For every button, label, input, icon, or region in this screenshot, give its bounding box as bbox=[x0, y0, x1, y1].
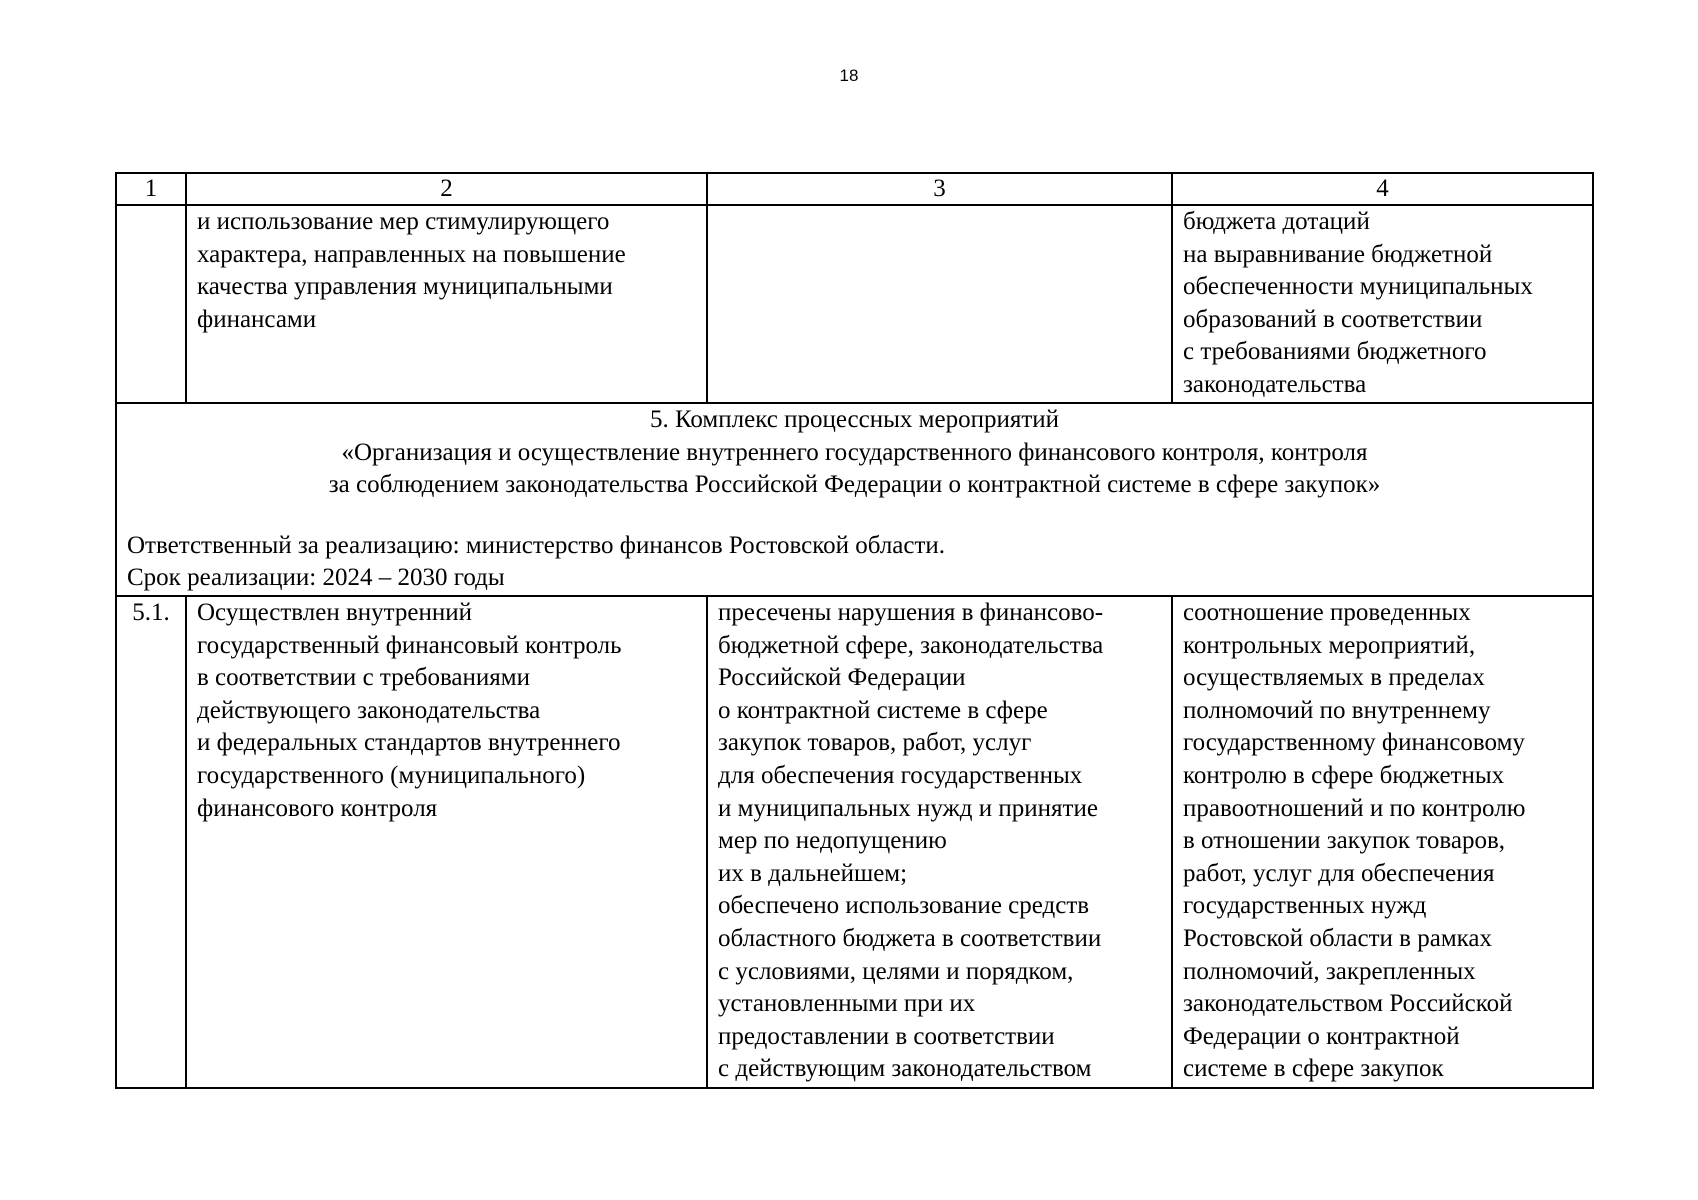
text-line: и федеральных стандартов внутреннего bbox=[197, 729, 621, 757]
continuation-number-cell bbox=[116, 205, 186, 403]
table-row-5-1 bbox=[116, 596, 1593, 1088]
text-line: Осуществлен внутренний bbox=[197, 598, 473, 626]
text-line: образований в соответствии bbox=[1183, 305, 1483, 333]
text-line: с условиями, целями и порядком, bbox=[718, 957, 1074, 985]
text-line: в соответствии с требованиями bbox=[197, 664, 530, 692]
text-line: правоотношений и по контролю bbox=[1183, 794, 1526, 822]
continuation-indicator-cell bbox=[1172, 205, 1593, 403]
text-line: законодательством Российской bbox=[1183, 990, 1513, 1018]
text-line: Ростовской области в рамках bbox=[1183, 924, 1493, 952]
section-header-row bbox=[116, 403, 1593, 596]
section-header-cell bbox=[116, 403, 1593, 596]
text-line: действующего законодательства bbox=[197, 696, 541, 724]
measures-table bbox=[115, 172, 1594, 1089]
text-line: законодательства bbox=[1183, 370, 1367, 398]
text-line: с действующим законодательством bbox=[718, 1055, 1092, 1083]
text-line: предоставлении в соответствии bbox=[718, 1022, 1055, 1050]
text-line: областного бюджета в соответствии bbox=[718, 924, 1102, 952]
text-line: Федерации о контрактной bbox=[1183, 1022, 1460, 1050]
text-line: обеспеченности муниципальных bbox=[1183, 273, 1533, 301]
text-line: установленными при их bbox=[718, 990, 976, 1018]
table-header-row bbox=[116, 173, 1593, 205]
header-cell-4: 4 bbox=[1172, 173, 1593, 205]
table-row-continuation bbox=[116, 205, 1593, 403]
header-cell-2: 2 bbox=[186, 173, 707, 205]
section-title bbox=[127, 404, 1582, 502]
text-line: пресечены нарушения в финансово- bbox=[718, 598, 1104, 626]
text-line: осуществляемых в пределах bbox=[1183, 664, 1485, 692]
text-line: работ, услуг для обеспечения bbox=[1183, 859, 1495, 887]
section-responsible: Ответственный за реализацию: министерство финансов Ростовской области. bbox=[127, 531, 946, 559]
text-line: системе в сфере закупок bbox=[1183, 1055, 1444, 1083]
text-line: государственного (муниципального) bbox=[197, 761, 586, 789]
text-line: контролю в сфере бюджетных bbox=[1183, 761, 1505, 789]
continuation-effects-cell bbox=[707, 205, 1172, 403]
header-cell-3: 3 bbox=[707, 173, 1172, 205]
text-line: мер по недопущению bbox=[718, 827, 947, 855]
text-line: и использование мер стимулирующего bbox=[197, 208, 610, 235]
item-indicator-cell bbox=[1172, 596, 1593, 1088]
text-line: закупок товаров, работ, услуг bbox=[718, 729, 1032, 757]
text-line: для обеспечения государственных bbox=[718, 761, 1083, 789]
text-line: бюджетной сфере, законодательства bbox=[718, 631, 1104, 659]
text-line: и муниципальных нужд и принятие bbox=[718, 794, 1098, 822]
text-line: характера, направленных на повышение bbox=[197, 240, 626, 268]
section-title-line: за соблюдением законодательства Российской Федерации о контрактной системе в сфере закупок» bbox=[328, 471, 1381, 499]
text-line: государственному финансовому bbox=[1183, 729, 1525, 757]
page-number: 18 bbox=[839, 66, 859, 85]
text-line: обеспечено использование средств bbox=[718, 892, 1090, 920]
text-line: полномочий по внутреннему bbox=[1183, 696, 1491, 724]
text-line: соотношение проведенных bbox=[1183, 598, 1471, 626]
section-title-line: «Организация и осуществление внутреннего государственного финансового контроля, контроля bbox=[341, 438, 1368, 466]
text-line: полномочий, закрепленных bbox=[1183, 957, 1476, 985]
header-cell-1: 1 bbox=[116, 173, 186, 205]
text-line: о контрактной системе в сфере bbox=[718, 696, 1048, 724]
text-line: контрольных мероприятий, bbox=[1183, 631, 1476, 659]
text-line: государственных нужд bbox=[1183, 892, 1427, 920]
text-line: их в дальнейшем; bbox=[718, 859, 908, 887]
section-title-line: 5. Комплекс процессных мероприятий bbox=[649, 406, 1060, 433]
item-task-cell bbox=[186, 596, 707, 1088]
section-term: Срок реализации: 2024 – 2030 годы bbox=[127, 564, 505, 592]
text-line: качества управления муниципальными bbox=[197, 273, 613, 301]
text-line: на выравнивание бюджетной bbox=[1183, 240, 1493, 268]
text-line: государственный финансовый контроль bbox=[197, 631, 622, 659]
text-line: в отношении закупок товаров, bbox=[1183, 827, 1506, 855]
text-line: бюджета дотаций bbox=[1183, 208, 1370, 235]
item-effects-cell bbox=[707, 596, 1172, 1088]
continuation-task-cell bbox=[186, 205, 707, 403]
section-spacer bbox=[127, 502, 1582, 530]
text-line: финансового контроля bbox=[197, 794, 438, 822]
text-line: с требованиями бюджетного bbox=[1183, 338, 1487, 366]
text-line: Российской Федерации bbox=[718, 664, 966, 692]
item-number-cell: 5.1. bbox=[116, 596, 186, 1088]
text-line: финансами bbox=[197, 305, 317, 333]
